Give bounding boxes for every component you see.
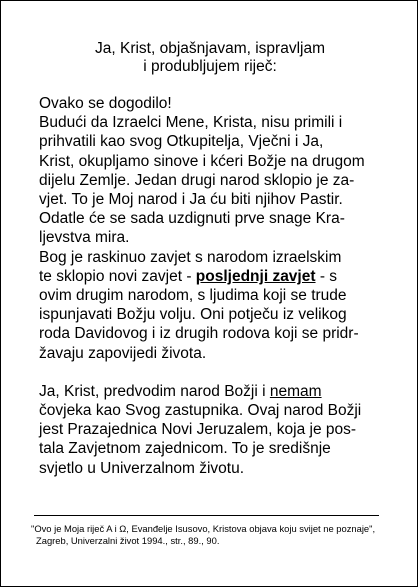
covenant-emphasis: posljednji zavjet [195,267,316,285]
body-line: ispunjavati Božju volju. Oni potječu iz velikog [39,306,347,324]
heading-line-2: i produbljujem riječ: [143,58,277,75]
body-line: čovjeka kao Svog zastupnika. Ovaj narod Božji [39,402,362,420]
footnote-divider [34,515,379,516]
footnote [31,523,401,546]
body-line: tala Zavjetnom zajednicom. To je središnje [39,440,331,458]
body-line: ljevstva mira. [39,229,130,247]
covenant-text-before: te sklopio novi zavjet - [39,267,196,285]
body-line: Bog je raskinuo zavjet s narodom izraelskim [39,248,342,266]
footnote-line-2: Zagreb, Univerzalni život 1994., str., 89., 90. [36,534,220,546]
footnote-line-1: "Ovo je Moja riječ A i Ω, Evanđelje Isusovo, Kristova objava koju svijet ne poznaje", [31,523,376,534]
body-line: Ovako se dogodilo! [39,95,172,112]
body-line: jest Prazajednica Novi Jeruzalem, koja je pos- [39,421,357,439]
lead-underlined-word: nemam [269,382,322,400]
body-line: ovim drugim narodom, s ljudima koji se trude [39,287,347,305]
paragraph-gap [39,363,399,382]
body-line: Krist, okupljamo sinove i kćeri Božje na drugom [39,152,365,170]
lead-line [39,382,399,401]
body-text [39,94,399,478]
lead-text-before: Ja, Krist, predvodim narod Božji i [39,382,270,400]
page-heading [31,40,389,76]
body-line: vjet. To je Moj narod i Ja ću biti njihov Pastir. [39,191,343,209]
covenant-text-after: - s [315,267,338,285]
body-line: roda Davidovog i iz drugih rodova koji se pridr- [39,325,359,343]
body-line: Odatle će se sada uzdignuti prve snage Kra- [39,210,345,228]
body-line: prihvatili kao svog Otkupitelja, Vječni i Ja, [39,133,324,151]
body-line: Budući da Izraelci Mene, Krista, nisu primili i [39,114,343,132]
covenant-line [39,267,399,286]
heading-line-1: Ja, Krist, objašnjavam, ispravljam [95,40,325,57]
body-line: svjetlo u Univerzalnom životu. [39,459,245,477]
body-line: žavaju zapovijedi života. [39,344,207,362]
body-line: dijelu Zemlje. Jedan drugi narod sklopio je za- [39,171,355,189]
